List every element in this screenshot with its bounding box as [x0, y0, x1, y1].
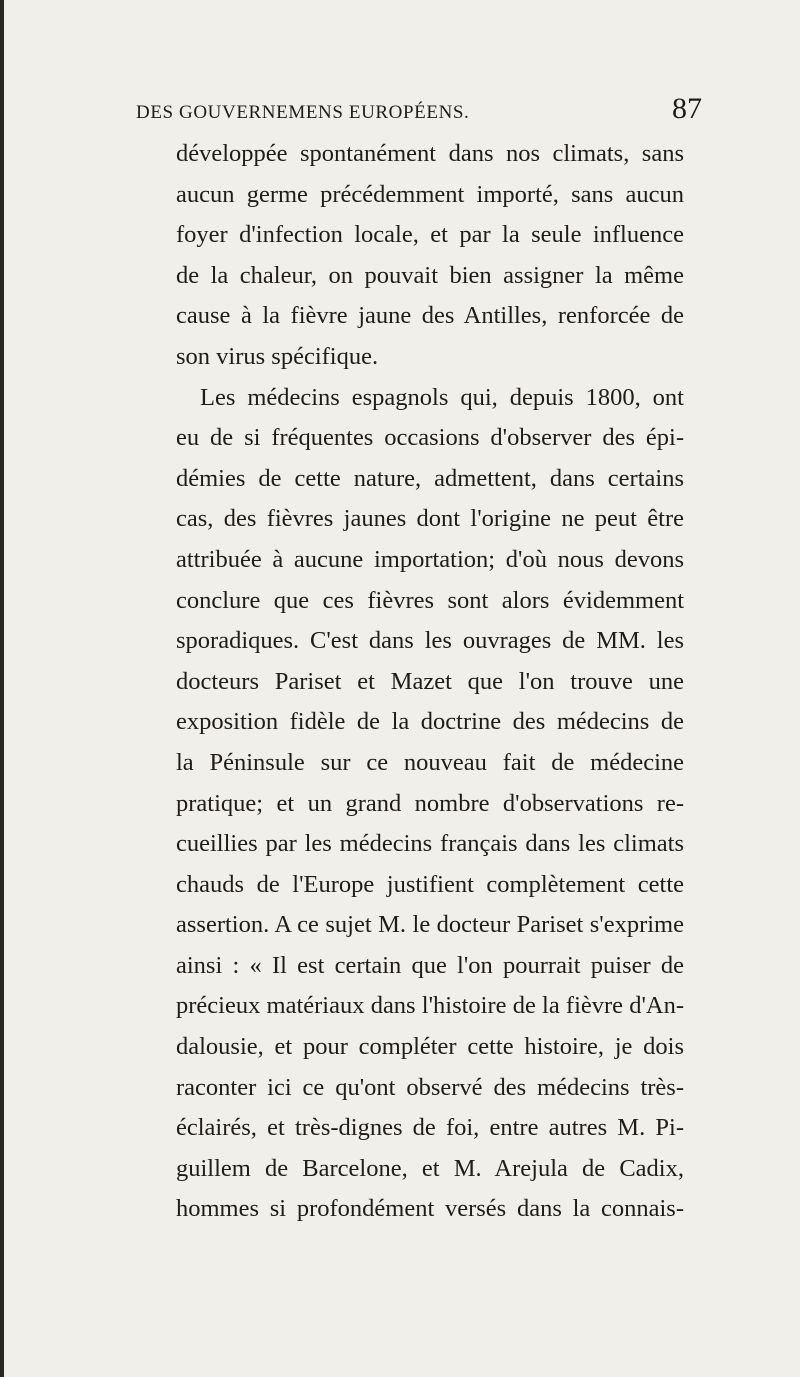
- text-line: hommes si profondément versés dans la connais-: [176, 1195, 684, 1223]
- text-line: son virus spécifique.: [176, 342, 379, 370]
- page-header: [0, 92, 800, 136]
- page-number: 87: [672, 92, 702, 125]
- running-title: DES GOUVERNEMENS EUROPÉENS.: [136, 102, 470, 123]
- text-line: chauds de l'Europe justifient complètement cette: [176, 870, 684, 898]
- text-line: raconter ici ce qu'ont observé des médecins très-: [176, 1073, 684, 1101]
- text-line: cas, des fièvres jaunes dont l'origine ne peut être: [176, 505, 684, 533]
- text-line: cueillies par les médecins français dans les climats: [176, 830, 684, 858]
- text-line: Les médecins espagnols qui, depuis 1800, ont: [200, 383, 684, 411]
- text-line: ainsi : « Il est certain que l'on pourrait puiser de: [176, 951, 684, 979]
- page-edge: [0, 0, 4, 1377]
- text-line: dalousie, et pour compléter cette histoire, je dois: [176, 1033, 684, 1061]
- text-line: sporadiques. C'est dans les ouvrages de MM. les: [176, 627, 684, 655]
- text-line: démies de cette nature, admettent, dans certains: [176, 464, 684, 492]
- text-line: pratique; et un grand nombre d'observations re-: [176, 789, 684, 817]
- text-line: conclure que ces fièvres sont alors évidemment: [176, 586, 684, 614]
- text-line: aucun germe précédemment importé, sans aucun: [176, 180, 684, 208]
- text-line: foyer d'infection locale, et par la seule influence: [176, 221, 684, 249]
- text-line: développée spontanément dans nos climats, sans: [176, 140, 684, 167]
- text-line: guillem de Barcelone, et M. Arejula de Cadix,: [176, 1154, 684, 1182]
- text-line: attribuée à aucune importation; d'où nous devons: [176, 545, 684, 573]
- text-line: assertion. A ce sujet M. le docteur Pariset s'exprime: [176, 911, 684, 939]
- body-text: [176, 134, 684, 1230]
- text-line: éclairés, et très-dignes de foi, entre autres M. Pi-: [176, 1114, 684, 1142]
- text-line: exposition fidèle de la doctrine des médecins de: [176, 708, 684, 736]
- text-line: cause à la fièvre jaune des Antilles, renforcée de: [176, 302, 684, 330]
- text-line: docteurs Pariset et Mazet que l'on trouve une: [176, 667, 684, 695]
- text-line: précieux matériaux dans l'histoire de la fièvre d'An-: [176, 992, 684, 1020]
- text-line: la Péninsule sur ce nouveau fait de médecine: [176, 748, 684, 776]
- text-line: eu de si fréquentes occasions d'observer des épi-: [176, 424, 684, 452]
- text-line: de la chaleur, on pouvait bien assigner la même: [176, 261, 684, 289]
